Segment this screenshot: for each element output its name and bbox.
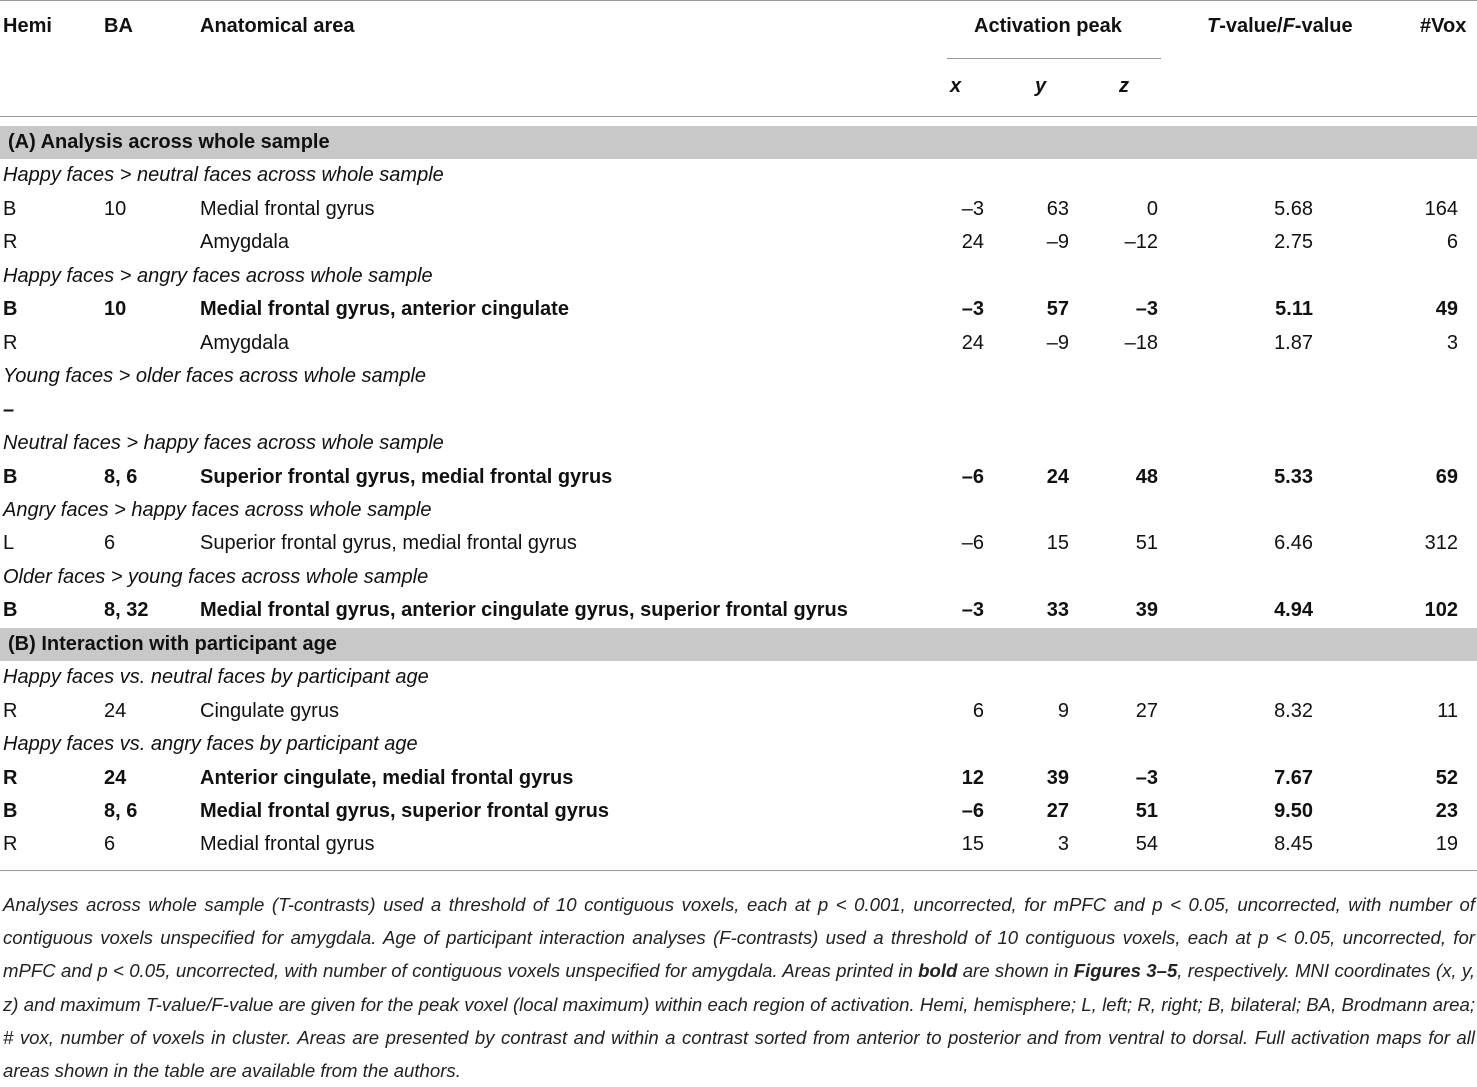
cell-ba: 10 (104, 298, 127, 321)
cell-ba: 6 (104, 833, 116, 856)
cell-hemi: L (3, 532, 15, 555)
cell-ba: 8, 32 (104, 599, 149, 622)
cell-x: –3 (961, 599, 984, 622)
table-row (0, 594, 1477, 627)
cell-area: Superior frontal gyrus, medial frontal gyrus (200, 465, 613, 488)
cell-z: –12 (1124, 231, 1158, 254)
cell-hemi: B (3, 298, 18, 321)
cell-x: –6 (961, 465, 984, 488)
col-header-activation-peak: Activation peak (974, 15, 1122, 37)
cell-t: 2.75 (1274, 231, 1313, 254)
cell-area: Superior frontal gyrus, medial frontal gyrus (200, 532, 577, 555)
table-row (0, 327, 1477, 360)
cell-t: 6.46 (1274, 532, 1313, 555)
contrast-label-row (0, 561, 1477, 594)
col-header-area: Anatomical area (200, 15, 355, 37)
cell-t: 4.94 (1274, 599, 1313, 622)
cell-y: –9 (1046, 331, 1069, 354)
cell-y: 63 (1046, 197, 1069, 220)
contrast-label: Angry faces > happy faces across whole sample (3, 498, 432, 521)
header-bottom-rule (0, 116, 1477, 117)
cell-z: 0 (1146, 197, 1158, 220)
cell-z: 54 (1135, 833, 1158, 856)
cell-area: Anterior cingulate, medial frontal gyrus (200, 766, 574, 789)
cell-area: Amygdala (200, 331, 289, 354)
table-row (0, 762, 1477, 795)
cell-t: 5.33 (1274, 465, 1313, 488)
cell-vox: 102 (1424, 599, 1458, 622)
cell-t: 8.45 (1274, 833, 1313, 856)
table-row (0, 461, 1477, 494)
cell-ba: 24 (104, 699, 127, 722)
cell-vox: 3 (1446, 331, 1458, 354)
col-header-ba: BA (104, 15, 133, 37)
cell-x: –3 (961, 298, 984, 321)
cell-vox: 19 (1435, 833, 1458, 856)
col-header-z: z (1119, 75, 1129, 97)
col-header-x: x (950, 75, 962, 97)
activation-peak-rule (947, 58, 1161, 59)
cell-ba: 10 (104, 197, 127, 220)
cell-y: 33 (1046, 599, 1069, 622)
table-row (0, 527, 1477, 560)
table-row (0, 795, 1477, 828)
contrast-label: Neutral faces > happy faces across whole sample (3, 432, 444, 455)
cell-x: 6 (972, 699, 984, 722)
cell-ba: 24 (104, 766, 127, 789)
cell-y: 24 (1046, 465, 1069, 488)
table-footnote: Analyses across whole sample (T-contrasts) used a threshold of 10 contiguous voxels, each at p < 0.001, uncorrected, for mPFC and p < 0.05, uncorrected, with number of contiguous voxels unspecified for amygdala. Age of participant interaction analyses (F-contrasts) used a threshold of 10 contiguous voxels, each at p < 0.05, uncorrected, for mPFC and p < 0.05, uncorrected, with number of contiguous voxels unspecified for amygdala. Areas printed in bold are shown in Figures 3–5, respectively. MNI coordinates (x, y, z) and maximum T-value/F-value are given for the peak voxel (local maximum) within each region of activation. Hemi, hemisphere; L, left; R, right; B, bilateral; BA, Brodmann area; # vox, number of voxels in cluster. Areas are presented by contrast and within a contrast sorted from anterior to posterior and from ventral to dorsal. Full activation maps for all areas shown in the table are available from the authors. (3, 894, 1475, 1082)
contrast-label-row (0, 260, 1477, 293)
cell-z: 48 (1135, 465, 1158, 488)
table-bottom-rule (0, 870, 1477, 871)
cell-t: 1.87 (1274, 331, 1313, 354)
cell-vox: 52 (1435, 766, 1458, 789)
cell-t: 5.11 (1275, 298, 1313, 321)
cell-area: Cingulate gyrus (200, 699, 339, 722)
contrast-label: Young faces > older faces across whole sample (3, 365, 427, 388)
cell-t: 8.32 (1274, 699, 1313, 722)
cell-area: Medial frontal gyrus (200, 833, 375, 856)
contrast-label-row (0, 360, 1477, 393)
col-header-hemi: Hemi (3, 15, 52, 37)
cell-vox: 23 (1435, 800, 1458, 822)
col-header-tvalue: T-value/F-value (1207, 15, 1353, 37)
contrast-label: Happy faces > neutral faces across whole sample (3, 164, 444, 187)
cell-hemi: B (3, 465, 18, 488)
cell-hemi: B (3, 197, 17, 220)
cell-x: –6 (961, 800, 984, 822)
contrast-label-row (0, 427, 1477, 460)
section-title: (A) Analysis across whole sample (8, 131, 330, 153)
table-row (0, 293, 1477, 326)
cell-hemi: R (3, 699, 18, 722)
col-header-y: y (1035, 75, 1047, 97)
cell-t: 9.50 (1274, 800, 1313, 822)
cell-area: Medial frontal gyrus, anterior cingulate gyrus, superior frontal gyrus (200, 599, 848, 622)
cell-area: Medial frontal gyrus (200, 197, 375, 220)
cell-x: 24 (961, 231, 984, 254)
cell-area: Amygdala (200, 231, 289, 254)
cell-hemi: R (3, 231, 18, 254)
table-row (0, 193, 1477, 226)
cell-y: 27 (1046, 800, 1069, 822)
cell-y: 9 (1057, 699, 1069, 722)
cell-x: 12 (961, 766, 984, 789)
cell-hemi: R (3, 331, 18, 354)
cell-z: 27 (1135, 699, 1158, 722)
table-row (0, 828, 1477, 861)
table-top-rule (0, 0, 1477, 1)
table-row (0, 226, 1477, 259)
cell-vox: 312 (1424, 532, 1458, 555)
cell-y: 57 (1046, 298, 1069, 321)
section-title: (B) Interaction with participant age (8, 632, 337, 655)
cell-ba: 8, 6 (104, 800, 138, 822)
contrast-label-row (0, 159, 1477, 192)
cell-x: 15 (961, 833, 984, 856)
contrast-label: Older faces > young faces across whole sample (3, 565, 429, 588)
contrast-label-row (0, 494, 1477, 527)
table-row (0, 394, 1477, 427)
cell-x: 24 (961, 331, 984, 354)
cell-y: 39 (1046, 766, 1069, 789)
cell-x: –3 (961, 197, 984, 220)
contrast-label: Happy faces vs. neutral faces by participant age (3, 666, 429, 689)
cell-hemi: R (3, 833, 18, 856)
section-header-row (0, 126, 1477, 159)
cell-z: –18 (1124, 331, 1158, 354)
cell-y: –9 (1046, 231, 1069, 254)
cell-hemi: R (3, 766, 18, 789)
cell-x: –6 (961, 532, 984, 555)
cell-vox: 49 (1435, 298, 1458, 321)
cell-area: Medial frontal gyrus, superior frontal gyrus (200, 800, 609, 822)
cell-vox: 11 (1437, 699, 1458, 722)
contrast-label-row (0, 661, 1477, 694)
cell-t: 7.67 (1274, 766, 1313, 789)
cell-vox: 6 (1446, 231, 1458, 254)
cell-y: 3 (1057, 833, 1069, 856)
cell-z: 51 (1135, 800, 1158, 822)
cell-vox: 69 (1435, 465, 1458, 488)
cell-vox: 164 (1424, 197, 1458, 220)
contrast-label: Happy faces > angry faces across whole sample (3, 264, 433, 287)
contrast-label: Happy faces vs. angry faces by participant age (3, 733, 418, 756)
cell-t: 5.68 (1274, 197, 1313, 220)
cell-hemi: B (3, 800, 18, 822)
table-row (0, 695, 1477, 728)
cell-z: –3 (1135, 766, 1158, 789)
cell-z: 51 (1135, 532, 1158, 555)
col-header-vox: #Vox (1420, 15, 1467, 37)
contrast-label-row (0, 728, 1477, 761)
cell-ba: 8, 6 (104, 465, 138, 488)
cell-z: 39 (1135, 599, 1158, 622)
cell-y: 15 (1046, 532, 1069, 555)
cell-ba: 6 (104, 532, 116, 555)
section-header-row (0, 628, 1477, 661)
cell-hemi: – (3, 398, 15, 421)
cell-z: –3 (1135, 298, 1158, 321)
cell-area: Medial frontal gyrus, anterior cingulate (200, 298, 569, 321)
cell-hemi: B (3, 599, 18, 622)
